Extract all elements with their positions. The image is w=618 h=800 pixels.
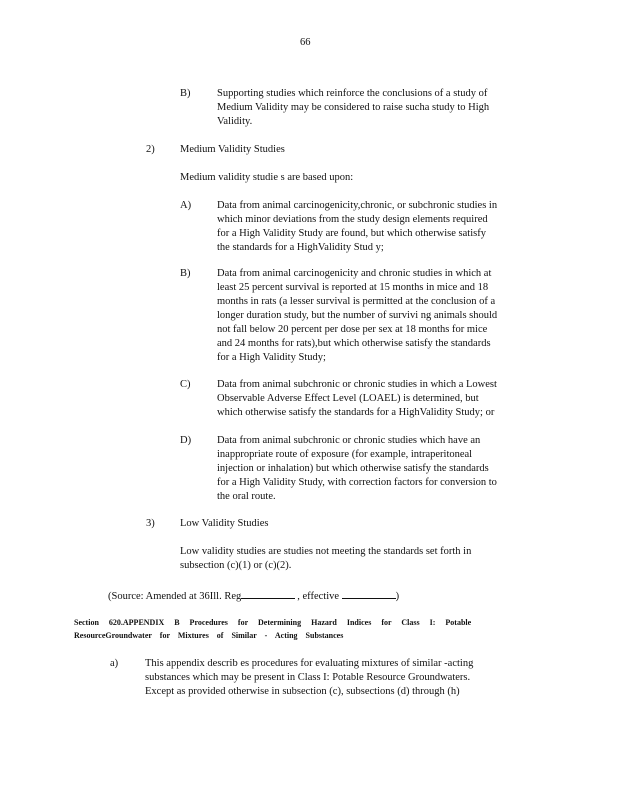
item-b-line-4: longer duration study, but the number of survivi ng animals should (217, 310, 498, 321)
item-b-top-text (217, 87, 529, 129)
source-middle: , effective (297, 591, 340, 602)
blank-line-effective (342, 588, 396, 599)
item-b-top-line-1: Supporting studies which reinforce the conclusions of a study of (217, 88, 488, 99)
item-b-line-6: and 24 months for rats),but which otherwise satisfy the standards (217, 338, 491, 349)
section-3-line-1: Low validity studies are studies not meeting the standards set forth in (180, 546, 472, 557)
appendix-heading-line-2: ResourceGroundwater for Mixtures of Similar - Acting Substances (74, 631, 344, 640)
item-d-line-3: injection or inhalation) but which otherwise satisfy the standards (217, 463, 489, 474)
source-suffix: ) (395, 591, 400, 602)
item-b-top-line-2: Medium Validity may be considered to raise sucha study to High (217, 102, 490, 113)
item-d-line-2: inappropriate route of exposure (for example, intraperitoneal (217, 449, 473, 460)
item-lower-a-line-2: substances which may be present in Class I: Potable Resource Groundwaters. (145, 672, 471, 683)
item-a-line-2: which minor deviations from the study design elements required (217, 214, 488, 225)
item-label-b-top: B) (180, 88, 191, 99)
source-prefix: (Source: Amended at 36Ill. Reg (108, 591, 242, 602)
item-label-a: A) (180, 200, 192, 211)
item-b-text (217, 267, 539, 365)
blank-line-reg (241, 588, 295, 599)
item-c-line-1: Data from animal subchronic or chronic studies in which a Lowest (217, 379, 497, 390)
section-3-heading: Low Validity Studies (180, 518, 269, 529)
item-d-line-1: Data from animal subchronic or chronic studies which have an (217, 435, 481, 446)
item-b-top-line-3: Validity. (217, 116, 253, 127)
section-2-heading: Medium Validity Studies (180, 144, 285, 155)
item-c-line-2: Observable Adverse Effect Level (LOAEL) is determined, but (217, 393, 479, 404)
item-label-b: B) (180, 268, 191, 279)
item-lower-a-text (145, 657, 525, 699)
item-lower-a-line-1: This appendix describ es procedures for evaluating mixtures of similar -acting (145, 658, 474, 669)
item-b-line-3: months in rats (a lesser survival is permitted at the conclusion of a (217, 296, 496, 307)
item-label-lower-a: a) (110, 658, 119, 669)
item-b-line-5: not fall below 20 percent per dose per sex at 18 months for mice (217, 324, 488, 335)
section-2-intro: Medium validity studie s are based upon: (180, 172, 354, 183)
item-a-line-4: the standards for a HighValidity Stud y; (217, 242, 384, 253)
item-d-line-4: for a High Validity Study, with correction factors for conversion to (217, 477, 497, 488)
item-label-d: D) (180, 435, 192, 446)
item-a-line-1: Data from animal carcinogenicity,chronic, or subchronic studies in (217, 200, 498, 211)
section-3-text (180, 545, 520, 573)
item-b-line-7: for a High Validity Study; (217, 352, 326, 363)
item-b-line-2: least 25 percent survival is reported at 15 months in mice and 18 (217, 282, 489, 293)
page-number: 66 (300, 37, 311, 48)
appendix-heading-line-1: Section 620.APPENDIX B Procedures for Determining Hazard Indices for Class I: Potable (74, 618, 472, 627)
item-a-line-3: for a High Validity Study are found, but which otherwise satisfy (217, 228, 486, 239)
section-3-label: 3) (146, 518, 155, 529)
item-c-line-3: which otherwise satisfy the standards for a HighValidity Study; or (217, 407, 495, 418)
item-b-line-1: Data from animal carcinogenicity and chronic studies in which at (217, 268, 492, 279)
item-d-text (217, 434, 547, 504)
item-c-text (217, 378, 539, 420)
item-label-c: C) (180, 379, 191, 390)
item-d-line-5: the oral route. (217, 491, 276, 502)
section-2-label: 2) (146, 144, 155, 155)
source-note (108, 588, 399, 604)
item-a-text (217, 199, 539, 255)
section-3-line-2: subsection (c)(1) or (c)(2). (180, 560, 292, 571)
item-lower-a-line-3: Except as provided otherwise in subsection (c), subsections (d) through (h) (145, 686, 460, 697)
